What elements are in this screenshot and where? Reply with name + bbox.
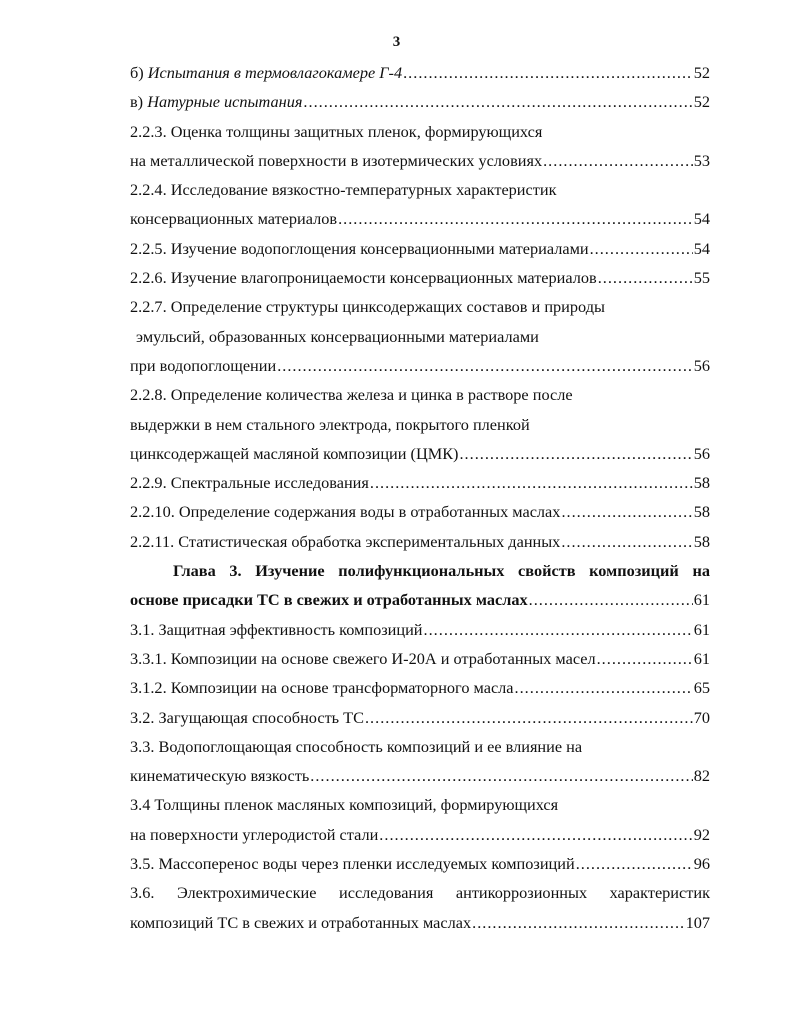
dot-leader (424, 615, 693, 644)
dot-leader (365, 703, 693, 732)
toc-page-number: 82 (693, 766, 710, 786)
toc-entry-title: Испытания в термовлагокамере Г-4 (147, 63, 403, 82)
toc-entry-2-2-4-cont (130, 204, 710, 233)
toc-entry-title: основе присадки ТС в свежих и отработанных маслах (130, 590, 528, 610)
toc-page-number: 92 (693, 824, 710, 844)
toc-entry-2-2-10 (130, 497, 710, 526)
dot-leader (576, 849, 693, 878)
toc-page-number: 65 (693, 678, 710, 698)
dot-leader (472, 908, 684, 937)
toc-entry-2-2-6 (130, 263, 710, 292)
toc-entry-2-2-7: 2.2.7. Определение структуры цинксодержащих составов и природы (130, 297, 605, 317)
toc-page-number: 52 (693, 63, 710, 82)
dot-leader (379, 820, 692, 849)
toc-entry-3-5 (130, 849, 710, 878)
toc-entry-title: при водопоглощении (130, 355, 277, 375)
dot-leader (459, 439, 692, 468)
dot-leader (561, 497, 692, 526)
toc-entry-2-2-8: 2.2.8. Определение количества железа и цинка в растворе после (130, 385, 573, 405)
toc-entry-3-6: 3.6. Электрохимические исследования антикоррозионных характеристик (130, 883, 710, 903)
toc-page-number: 58 (693, 473, 710, 493)
toc-entry-title: 2.2.6. Изучение влагопроницаемости консервационных материалов (130, 268, 597, 288)
dot-leader (590, 234, 693, 263)
toc-page-number: 53 (693, 150, 710, 170)
toc-entry-title: на металлической поверхности в изотермических условиях (130, 150, 543, 170)
toc-page-number: 56 (693, 355, 710, 375)
toc-page-number: 56 (693, 443, 710, 463)
toc-entry-title: 3.3.1. Композиции на основе свежего И-20А и отработанных масел (130, 648, 596, 668)
toc-entry-title: Натурные испытания (147, 92, 303, 112)
toc-chapter-3: Глава 3. Изучение полифункциональных свойств композиций на (173, 561, 710, 581)
page-number: 3 (392, 34, 401, 50)
toc-entry-2-2-4: 2.2.4. Исследование вязкостно-температурных характеристик (130, 180, 557, 200)
toc-page-number: 58 (693, 502, 710, 522)
toc-page-number: 52 (693, 92, 710, 112)
dot-leader (597, 644, 693, 673)
toc-page-number: 58 (693, 531, 710, 551)
toc-entry-title: 3.5. Массоперенос воды через пленки исследуемых композиций (130, 854, 575, 874)
toc-page-number: 70 (693, 707, 710, 727)
dot-leader (403, 58, 693, 87)
dot-leader (561, 527, 692, 556)
dot-leader (303, 87, 692, 116)
toc-entry-3-3-1 (130, 644, 710, 673)
toc-entry-title: на поверхности углеродистой стали (130, 824, 379, 844)
toc-entry-3-1-2 (130, 673, 710, 702)
toc-page-number: 96 (693, 854, 710, 874)
toc-entry-2-2-8-cont2 (130, 439, 710, 468)
toc-entry-3-4-cont (130, 820, 710, 849)
dot-leader (310, 761, 692, 790)
toc-page-number: 61 (693, 619, 710, 639)
toc-entry-title: консервационных материалов (130, 209, 338, 229)
toc-entry-title: кинематическую вязкость (130, 766, 310, 786)
toc-entry-2-2-7-cont: эмульсий, образованных консервационными материалами (136, 326, 539, 346)
toc-entry-title: композиций ТС в свежих и отработанных маслах (130, 912, 472, 932)
toc-entry-title: 2.2.5. Изучение водопоглощения консервационными материалами (130, 238, 589, 258)
toc-page-number: 107 (685, 912, 710, 932)
toc-entry-3-3-cont (130, 761, 710, 790)
toc-entry-title: 3.1.2. Композиции на основе трансформаторного масла (130, 678, 514, 698)
toc-entry-title: цинксодержащей масляной композиции (ЦМК) (130, 443, 459, 463)
toc-entry-3-6-cont (130, 908, 710, 937)
toc-entry-3-4: 3.4 Толщины пленок масляных композиций, формирующихся (130, 795, 559, 815)
dot-leader (277, 351, 693, 380)
toc-entry-2-2-8-cont: выдержки в нем стального электрода, покрытого пленкой (130, 414, 530, 434)
toc-entry-2-2-9 (130, 468, 710, 497)
toc-entry-title: 3.2. Загущающая способность ТС (130, 707, 364, 727)
toc-entry-3-1 (130, 615, 710, 644)
dot-leader (370, 468, 693, 497)
toc-entry-2-2-11 (130, 527, 710, 556)
dot-leader (515, 673, 693, 702)
toc-entry-title: 3.1. Защитная эффективность композиций (130, 619, 423, 639)
dot-leader (598, 263, 693, 292)
toc-page-number: 61 (693, 648, 710, 668)
table-of-contents (130, 58, 710, 937)
toc-entry-title: 2.2.11. Статистическая обработка экспериментальных данных (130, 531, 561, 551)
toc-page-number: 54 (693, 238, 710, 258)
toc-entry-v (130, 87, 710, 116)
dot-leader (338, 204, 693, 233)
toc-entry-prefix: б) (130, 63, 148, 82)
toc-entry-prefix: в) (130, 92, 148, 112)
dot-leader (529, 585, 693, 614)
toc-entry-3-2 (130, 703, 710, 732)
toc-chapter-3-cont (130, 585, 710, 614)
dot-leader (543, 146, 693, 175)
toc-entry-title: 2.2.10. Определение содержания воды в отработанных маслах (130, 502, 561, 522)
toc-entry-b (130, 58, 710, 87)
toc-page-number: 54 (693, 209, 710, 229)
toc-entry-3-3: 3.3. Водопоглощающая способность композиций и ее влияние на (130, 736, 583, 756)
toc-entry-2-2-5 (130, 234, 710, 263)
toc-entry-2-2-7-cont2 (130, 351, 710, 380)
toc-entry-2-2-3-cont (130, 146, 710, 175)
toc-entry-2-2-3: 2.2.3. Оценка толщины защитных пленок, формирующихся (130, 121, 543, 141)
toc-page-number: 61 (693, 590, 710, 610)
toc-page-number: 55 (693, 268, 710, 288)
toc-entry-title: 2.2.9. Спектральные исследования (130, 473, 369, 493)
